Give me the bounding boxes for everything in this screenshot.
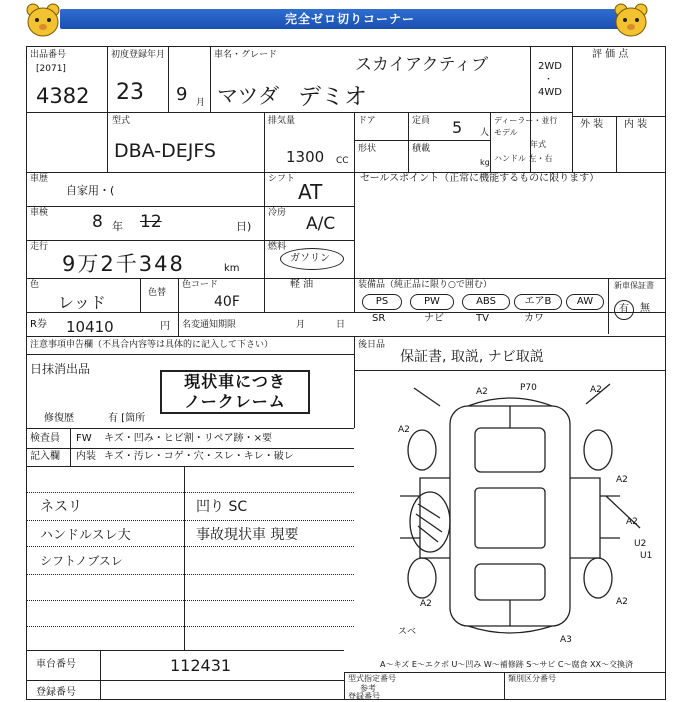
color-label: 色 [30, 280, 40, 290]
car-name-label: 車名・グレード [214, 50, 278, 60]
car-damage-diagram [380, 378, 660, 645]
grade-value: スカイアクティブ [355, 55, 489, 75]
equipment-airbag: エアB [514, 294, 562, 310]
drive-2wd: 2WD [538, 61, 562, 72]
interior-items: キズ・汚レ・コゲ・穴・スレ・キレ・破レ [104, 451, 294, 462]
color-change-label: 色替 [148, 288, 167, 298]
interior-label: 内 装 [624, 119, 648, 130]
accessories-value: 保証書, 取説, ナビ取説 [400, 349, 544, 365]
drive-separator: ・ [544, 75, 554, 85]
accessories-label: 後日品 [358, 340, 386, 350]
ac-value: A/C [306, 214, 336, 234]
new-warranty-label: 新車保証書 [614, 281, 654, 290]
stamp-line1: 現状車につき [184, 372, 286, 391]
inspection-month: 12 [140, 212, 162, 232]
first-registration-year: 23 [116, 80, 144, 105]
model-code-value: DBA-DEJFS [114, 140, 216, 162]
load-label: 積載 [412, 144, 431, 154]
banner-bar [60, 9, 640, 29]
score-label: 評 価 点 [592, 49, 629, 60]
damage-mark-4: A2 [398, 425, 410, 435]
damage-code-legend: A～キズ E～エクボ U～凹み W～補修跡 S～サビ C～腐食 XX～交換済 [380, 660, 634, 669]
chassis-number-label: 車台番号 [36, 659, 76, 670]
equipment-navi: ナビ [424, 313, 444, 324]
registration-number-label: 登録番号 [36, 687, 76, 698]
ac-label: 冷房 [268, 208, 287, 218]
repair-history-value: 有 [箇所 [108, 413, 146, 424]
damage-mark-3: A2 [590, 385, 602, 395]
lot-number: 4382 [36, 84, 90, 108]
banner-title: 完全ゼロ切りコーナー [284, 12, 415, 26]
damage-mark-2: P70 [520, 383, 537, 393]
person-unit: 人 [480, 128, 490, 138]
entry-label: 記入欄 [30, 451, 60, 462]
door-label: ドア [358, 116, 376, 126]
recycle-label: R券 [30, 319, 47, 330]
damage-note: スベ [398, 627, 417, 637]
mileage-label: 走行 [30, 242, 49, 252]
car-history-label: 車歴 [30, 174, 49, 184]
as-is-stamp [160, 370, 310, 414]
name-change-day: 日 [336, 320, 346, 330]
inspection-label: 車検 [30, 208, 49, 218]
header-banner [0, 0, 700, 40]
damage-mark-8: U1 [640, 551, 653, 561]
car-history-value: 自家用・( [66, 184, 115, 197]
displacement-label: 排気量 [268, 116, 296, 126]
remark-right-1: 凹り SC [196, 499, 248, 515]
name-change-month: 月 [296, 320, 306, 330]
note-deregistered: 日抹消出品 [30, 362, 91, 376]
equipment-leather: カワ [524, 313, 544, 324]
color-value: レッド [58, 293, 106, 312]
first-registration-month: 9 [176, 84, 188, 105]
equipment-ps: PS [362, 294, 402, 310]
equipment-abs: ABS [462, 294, 510, 310]
cc-unit: CC [336, 156, 349, 166]
reg-number-sub-label: 登録番号 [348, 692, 380, 701]
model-year-label: モデル [494, 128, 518, 137]
shift-value: AT [298, 180, 323, 204]
model-value: デミオ [298, 84, 367, 110]
shift-label: シフト [268, 174, 296, 184]
class-code-label: 類別区分番号 [508, 674, 556, 683]
dealer-label: ディーラー・並行 [494, 116, 558, 125]
mileage-value: 9万2千348 [62, 252, 185, 276]
kg-unit: kg [480, 158, 490, 167]
fuel-diesel: 軽 油 [290, 279, 314, 290]
exterior-label: 外 装 [580, 119, 604, 130]
recycle-value: 10410 [66, 318, 114, 336]
damage-mark-10: A2 [420, 599, 432, 609]
equipment-tv: TV [476, 313, 489, 324]
notes-header: 注意事項申告欄（不具合内容等は具体的に記入して下さい） [30, 340, 274, 350]
drive-4wd: 4WD [538, 87, 562, 98]
damage-mark-6: A2 [616, 475, 628, 485]
fuel-label: 燃料 [268, 242, 287, 252]
color-code-value: 40F [214, 294, 240, 310]
damage-mark-5: A2 [626, 517, 638, 527]
warranty-no: 無 [640, 303, 650, 314]
capacity-value: 5 [452, 118, 463, 137]
yen-unit: 円 [160, 321, 170, 332]
year-label: 年式 [530, 140, 546, 149]
capacity-label: 定員 [412, 116, 431, 126]
repair-history-label: 修復歴 [44, 413, 74, 424]
make-value: マツダ [217, 84, 280, 108]
color-code-label: 色コード [182, 280, 219, 290]
chassis-number-value: 112431 [170, 656, 232, 675]
inspector-label: 検査員 [30, 433, 60, 444]
fw-label: FW [76, 433, 92, 444]
equipment-label: 装備品（純正品に限り○で囲む） [358, 280, 492, 290]
inspection-day-unit: 日) [236, 220, 252, 233]
model-code-label: 型式 [112, 116, 131, 126]
lot-sub-code: [2071] [36, 64, 66, 74]
fuel-gasoline: ガソリン [290, 253, 330, 264]
damage-mark-11: A3 [560, 635, 572, 645]
inspection-year: 8 [92, 212, 103, 232]
handle-label: ハンドル 左・右 [494, 154, 553, 163]
displacement-value: 1300 [286, 148, 325, 166]
spec-code-label: 型式指定番号 [348, 674, 396, 683]
damage-mark-9: A2 [616, 597, 628, 607]
bear-mascot-icon [612, 2, 650, 38]
month-unit: 月 [196, 98, 206, 108]
name-change-label: 名変通知期限 [182, 320, 237, 330]
interior-check-label: 内装 [76, 451, 96, 462]
remark-left-3: シフトノブスレ [40, 554, 123, 568]
lot-number-label: 出品番号 [30, 50, 67, 60]
remark-right-2: 事故現状車 現要 [196, 527, 299, 543]
fw-items: キズ・凹み・ヒビ割・リペア跡・×要 [104, 433, 272, 444]
reference-label: 参考 [360, 684, 376, 693]
stamp-line2: ノークレーム [184, 392, 286, 411]
equipment-aw: AW [566, 294, 604, 310]
bear-mascot-icon [24, 2, 62, 38]
equipment-sr: SR [372, 313, 386, 324]
remark-left-1: ネスリ [40, 499, 82, 515]
warranty-yes-circle: 有 [614, 300, 634, 320]
damage-mark-1: A2 [476, 387, 488, 397]
first-registration-label: 初度登録年月 [111, 50, 166, 60]
equipment-pw: PW [410, 294, 454, 310]
km-unit: km [224, 263, 240, 274]
shape-label: 形状 [358, 144, 377, 154]
selling-points-label: セールスポイント（正常に機能するものに限ります） [360, 173, 600, 184]
remark-left-2: ハンドルスレ大 [40, 528, 131, 543]
damage-mark-7: U2 [634, 539, 647, 549]
year-unit: 年 [112, 220, 123, 233]
